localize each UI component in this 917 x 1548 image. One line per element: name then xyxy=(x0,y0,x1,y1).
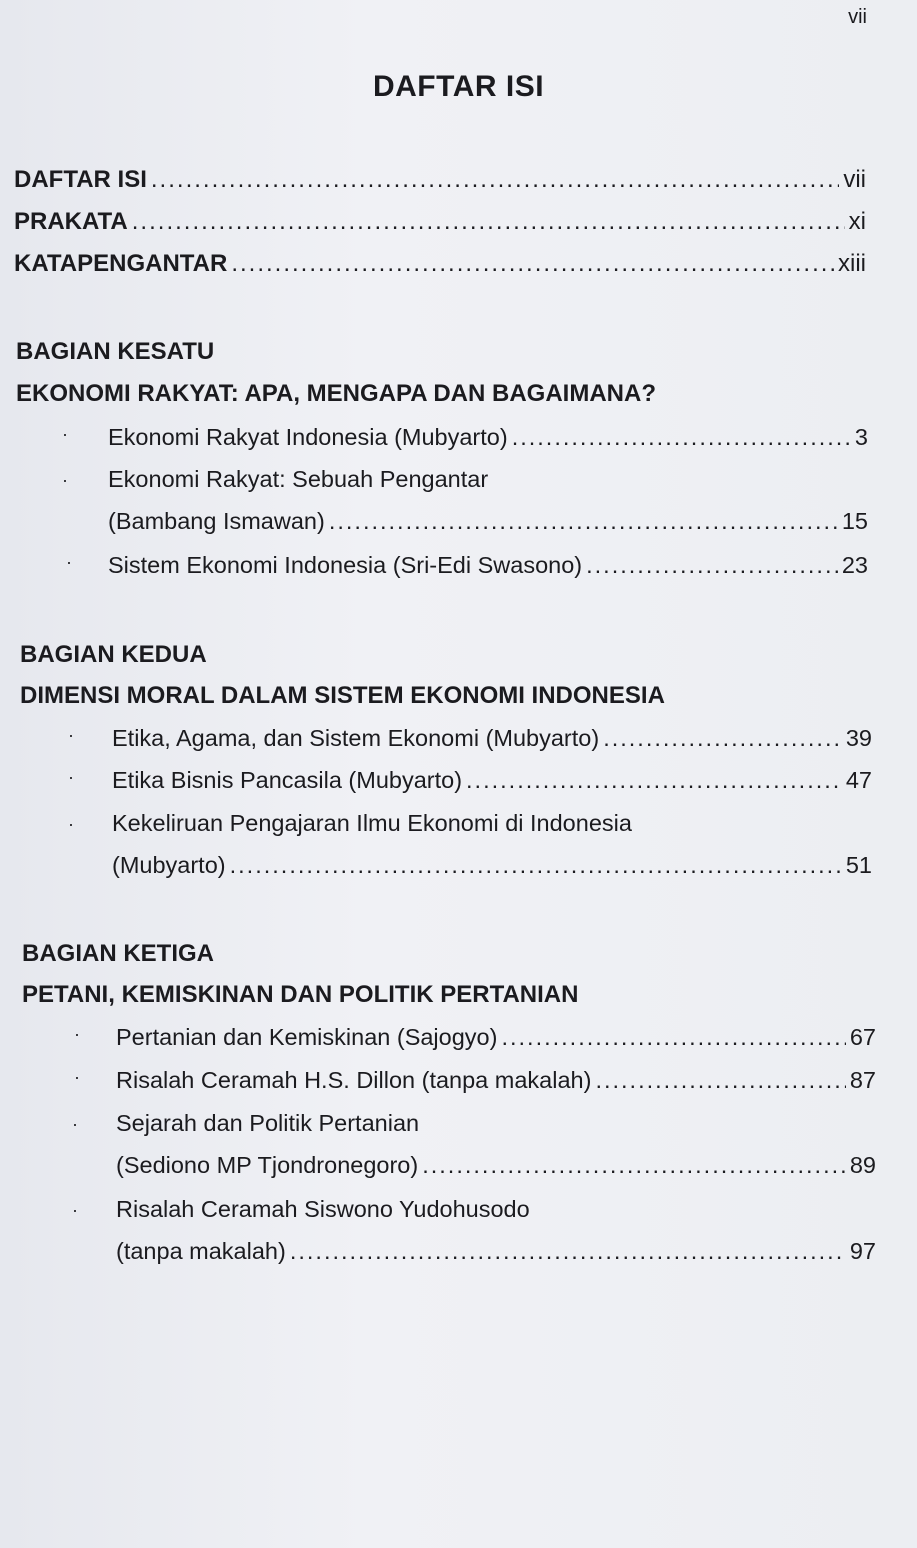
toc-entry-author: (Sediono MP Tjondronegoro) xyxy=(116,1152,419,1178)
toc-page-ref: 97 xyxy=(849,1238,876,1264)
toc-entry-title: Risalah Ceramah H.S. Dillon (tanpa makalah) xyxy=(116,1067,592,1093)
toc-entry xyxy=(112,852,872,879)
bullet-icon: · xyxy=(72,1200,78,1220)
toc-page-ref: xiii xyxy=(838,250,866,277)
toc-entry-title: Etika, Agama, dan Sistem Ekonomi (Mubyarto) xyxy=(112,725,600,751)
toc-entry xyxy=(68,767,872,794)
dot-leader xyxy=(231,250,834,278)
toc-page-ref: 87 xyxy=(849,1067,876,1093)
toc-page-ref: xi xyxy=(848,208,866,235)
bullet-icon: · xyxy=(62,424,68,444)
part-title: EKONOMI RAKYAT: APA, MENGAPA DAN BAGAIMANA? xyxy=(16,380,656,407)
toc-entry-title: Sistem Ekonomi Indonesia (Sri-Edi Swasono) xyxy=(108,552,583,578)
part-label: BAGIAN KETIGA xyxy=(22,940,214,967)
toc-page-ref: 23 xyxy=(841,552,868,578)
bullet-icon: · xyxy=(72,1114,78,1134)
toc-entry xyxy=(74,1024,876,1051)
toc-page-ref: 39 xyxy=(845,725,872,751)
toc-entry xyxy=(62,424,868,451)
bullet-icon: · xyxy=(62,470,68,490)
dot-leader xyxy=(512,424,851,451)
bullet-icon: · xyxy=(68,725,74,745)
bullet-icon: · xyxy=(68,767,74,787)
dot-leader xyxy=(132,208,845,236)
dot-leader xyxy=(603,725,842,752)
toc-entry-title: Kekeliruan Pengajaran Ilmu Ekonomi di Indonesia xyxy=(112,810,632,836)
toc-entry-author: (Bambang Ismawan) xyxy=(108,508,325,534)
toc-page-ref: vii xyxy=(843,166,866,193)
page-title: DAFTAR ISI xyxy=(372,70,545,103)
dot-leader xyxy=(586,552,838,579)
toc-entry-title: Ekonomi Rakyat: Sebuah Pengantar xyxy=(108,466,489,492)
bullet-icon: · xyxy=(66,552,72,572)
toc-front-item xyxy=(14,208,866,236)
toc-page-ref: 67 xyxy=(849,1024,876,1050)
dot-leader xyxy=(151,166,839,194)
dot-leader xyxy=(501,1024,845,1051)
toc-entry xyxy=(74,1067,876,1094)
dot-leader xyxy=(595,1067,845,1094)
toc-front-item xyxy=(14,250,866,278)
toc-entry xyxy=(116,1152,876,1179)
part-title: DIMENSI MORAL DALAM SISTEM EKONOMI INDONESIA xyxy=(20,682,665,709)
toc-page-ref: 3 xyxy=(854,424,868,450)
toc-front-label: KATAPENGANTAR xyxy=(14,250,228,277)
toc-entry-author: (tanpa makalah) xyxy=(116,1238,286,1264)
dot-leader xyxy=(290,1238,846,1265)
part-label: BAGIAN KESATU xyxy=(16,338,215,365)
toc-page-ref: 47 xyxy=(845,767,872,793)
toc-entry xyxy=(108,508,868,535)
bullet-icon: · xyxy=(74,1024,80,1044)
bullet-icon: · xyxy=(74,1067,80,1087)
toc-entry-title: Etika Bisnis Pancasila (Mubyarto) xyxy=(112,767,463,793)
toc-front-item xyxy=(14,166,866,194)
toc-entry-title: Sejarah dan Politik Pertanian xyxy=(116,1110,420,1136)
toc-entry xyxy=(116,1238,876,1265)
bullet-icon: · xyxy=(68,814,74,834)
toc-entry-title: Ekonomi Rakyat Indonesia (Mubyarto) xyxy=(108,424,508,450)
dot-leader xyxy=(329,508,838,535)
toc-page-ref: 51 xyxy=(845,852,872,878)
toc-front-label: PRAKATA xyxy=(14,208,128,235)
dot-leader xyxy=(466,767,842,794)
part-label: BAGIAN KEDUA xyxy=(20,641,207,668)
toc-entry xyxy=(66,552,868,579)
toc-front-label: DAFTAR ISI xyxy=(14,166,147,193)
toc-entry-title: Pertanian dan Kemiskinan (Sajogyo) xyxy=(116,1024,498,1050)
toc-entry-author: (Mubyarto) xyxy=(112,852,226,878)
part-title: PETANI, KEMISKINAN DAN POLITIK PERTANIAN xyxy=(22,981,579,1008)
page-number: vii xyxy=(848,6,867,28)
toc-entry xyxy=(68,725,872,752)
dot-leader xyxy=(230,852,842,879)
toc-page-ref: 89 xyxy=(849,1152,876,1178)
dot-leader xyxy=(422,1152,846,1179)
toc-entry-title: Risalah Ceramah Siswono Yudohusodo xyxy=(116,1196,530,1222)
toc-page-ref: 15 xyxy=(841,508,868,534)
